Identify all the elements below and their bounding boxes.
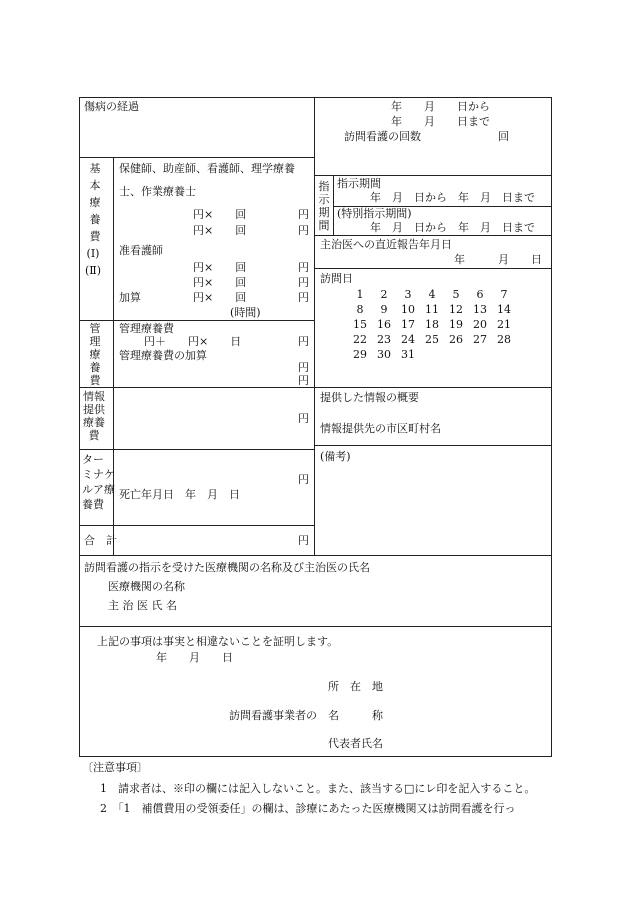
visit-day-27: 27 — [473, 333, 487, 346]
visit-day-31: 31 — [401, 348, 415, 361]
basic-row-4-mult: 円× 回 — [193, 276, 247, 289]
provider-address-label: 所 在 地 — [328, 680, 383, 693]
special-instruction-text: (特別指示期間) — [337, 207, 412, 220]
basic-row-1-mult: 円× 回 — [193, 208, 247, 221]
basic-row-2-yen: 円 — [298, 224, 309, 237]
mgmt-addition-text: 管理療養費の加算 — [119, 349, 207, 362]
total-yen: 円 — [298, 534, 309, 547]
line-mgmt-bottom — [79, 387, 315, 388]
visit-day-10: 10 — [401, 303, 415, 316]
provider-name-label: 名 称 — [328, 709, 383, 722]
basic-row-3-mult: 円× 回 — [193, 261, 247, 274]
basic-row-1-yen: 円 — [298, 208, 309, 221]
mgmt-fee-yen-1: 円 — [298, 335, 309, 348]
mgmt-fee-formula: 円＋ 円× 日 — [144, 335, 242, 348]
representative-label: 代表者氏名 — [328, 737, 383, 750]
visit-count: 訪問看護の回数 回 — [344, 130, 509, 143]
report-date-label: 主治医への直近報告年月日 — [320, 238, 452, 251]
line-course-bottom — [79, 157, 315, 158]
info-fee-label: 情 報 提 供 療 養 費 — [83, 390, 105, 442]
course-label: 傷病の経過 — [84, 100, 139, 113]
visit-day-8: 8 — [356, 303, 364, 316]
outer-top-border — [79, 97, 552, 98]
total-label: 合 計 — [84, 534, 117, 547]
mgmt-fee-yen-2: 円 — [298, 361, 309, 374]
visit-day-22: 22 — [353, 333, 367, 346]
death-date: 死亡年月日 年 月 日 — [119, 488, 240, 501]
mgmt-fee-text: 管理療養費 — [119, 322, 174, 335]
visit-day-11: 11 — [425, 303, 439, 316]
assistant-nurse-label: 准看護師 — [119, 244, 163, 257]
line-report-bottom — [314, 268, 552, 269]
hours-label: (時間) — [230, 306, 261, 319]
institution-heading: 訪問看護の指示を受けた医療機関の名称及び主治医の氏名 — [84, 561, 370, 574]
remarks-label: (備考) — [320, 450, 351, 463]
instruction-period-range: 年 月 日から 年 月 日まで — [370, 191, 535, 204]
note-item-2: 2 「1 補償費用の受領委任」の欄は、診療にあたった医療機関又は訪問看護を行っ — [100, 802, 516, 815]
visit-day-28: 28 — [497, 333, 511, 346]
visit-day-17: 17 — [401, 318, 415, 331]
visit-day-16: 16 — [377, 318, 391, 331]
period-from: 年 月 日から — [391, 100, 490, 113]
visit-day-2: 2 — [380, 288, 388, 301]
visit-day-29: 29 — [353, 348, 367, 361]
instruction-period-label: 指 示 期 間 — [318, 180, 330, 232]
instruction-period-text: 指示期間 — [337, 177, 381, 190]
visit-day-19: 19 — [449, 318, 463, 331]
visit-day-6: 6 — [476, 288, 484, 301]
basic-row-5-mult: 円× 回 — [193, 291, 247, 304]
institution-name-label: 医療機関の名称 — [108, 580, 185, 593]
visit-day-24: 24 — [401, 333, 415, 346]
instruction-label-divider — [333, 175, 334, 236]
staff-line-2: 士、作業療養士 — [119, 185, 196, 198]
line-basic-bottom — [79, 320, 315, 321]
special-instruction-range: 年 月 日から 年 月 日まで — [370, 221, 535, 234]
line-total-bottom — [79, 555, 552, 556]
visit-days-label: 訪問日 — [320, 272, 353, 285]
visit-day-13: 13 — [473, 303, 487, 316]
basic-fee-label: 基 本 療 養 費 (Ⅰ) (Ⅱ) — [84, 162, 102, 277]
note-item-1: 1 請求者は、※印の欄には記入しないこと。また、該当する□にレ印を記入すること。 — [100, 782, 536, 795]
info-municipality-label: 情報提供先の市区町村名 — [320, 422, 441, 435]
visit-day-18: 18 — [425, 318, 439, 331]
basic-row-2-mult: 円× 回 — [193, 224, 247, 237]
doctor-name-label: 主 治 医 氏 名 — [108, 599, 177, 612]
visit-days-calendar — [348, 289, 516, 360]
outer-left-border — [79, 97, 80, 757]
visit-day-14: 14 — [497, 303, 511, 316]
visit-day-3: 3 — [404, 288, 412, 301]
basic-row-3-yen: 円 — [298, 261, 309, 274]
line-terminal-bottom — [79, 525, 315, 526]
visit-day-23: 23 — [377, 333, 391, 346]
visit-day-20: 20 — [473, 318, 487, 331]
line-info-right-bottom — [314, 445, 552, 446]
line-period-bottom — [314, 175, 552, 176]
outer-right-border — [551, 97, 552, 757]
center-divider — [314, 97, 315, 555]
line-info-bottom — [79, 449, 315, 450]
outer-bottom-border — [79, 756, 552, 757]
basic-row-4-yen: 円 — [298, 276, 309, 289]
terminal-fee-yen: 円 — [298, 473, 309, 486]
visit-day-1: 1 — [356, 288, 364, 301]
certification-statement: 上記の事項は事実と相違ないことを証明します。 — [97, 635, 339, 648]
visit-day-5: 5 — [452, 288, 460, 301]
info-fee-yen: 円 — [298, 412, 309, 425]
visit-day-26: 26 — [449, 333, 463, 346]
visit-day-21: 21 — [497, 318, 511, 331]
period-to: 年 月 日まで — [391, 115, 490, 128]
certification-date: 年 月 日 — [156, 651, 233, 664]
info-summary-label: 提供した情報の概要 — [320, 391, 419, 404]
basic-row-5-yen: 円 — [298, 291, 309, 304]
terminal-care-label: タ ミ ル ー ナ ア ケ 療 養費 — [82, 453, 115, 511]
visit-day-30: 30 — [377, 348, 391, 361]
visit-day-9: 9 — [380, 303, 388, 316]
notes-heading: 〔注意事項〕 — [82, 761, 148, 774]
line-instruction-bottom — [314, 235, 552, 236]
report-date-value: 年 月 日 — [454, 253, 542, 266]
mgmt-fee-yen-3: 円 — [298, 374, 309, 387]
visit-day-15: 15 — [353, 318, 367, 331]
provider-label: 訪問看護事業者の — [229, 709, 317, 722]
calendar-grid — [348, 289, 516, 360]
mgmt-fee-label: 管 理 療 養 費 — [89, 322, 101, 387]
staff-line-1: 保健師、助産師、看護師、理学療養 — [119, 162, 295, 175]
visit-day-7: 7 — [500, 288, 508, 301]
line-visitdays-bottom — [314, 387, 552, 388]
visit-day-25: 25 — [425, 333, 439, 346]
addition-label: 加算 — [119, 291, 141, 304]
line-institution-bottom — [79, 626, 552, 627]
visit-day-4: 4 — [428, 288, 436, 301]
visit-day-12: 12 — [449, 303, 463, 316]
